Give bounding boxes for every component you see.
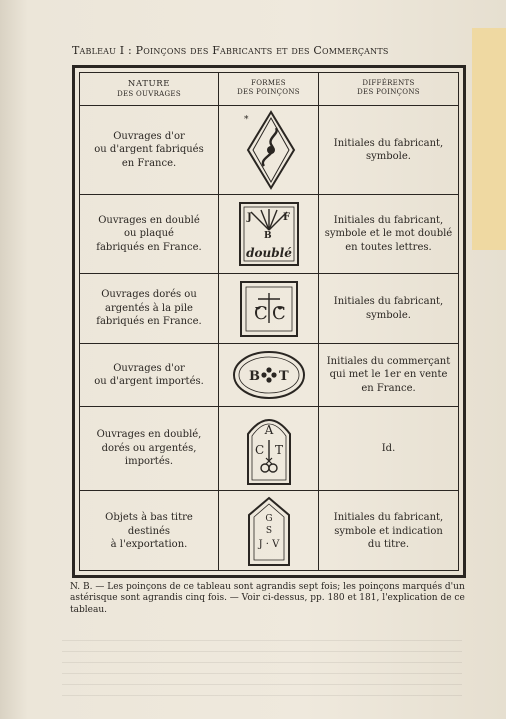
nature-line: ou plaqué — [124, 228, 174, 240]
pentagon-hallmark-icon — [246, 495, 292, 569]
footnote — [70, 582, 468, 616]
differents-line: Initiales du fabricant, — [333, 512, 444, 524]
differents-line: symbole. — [366, 151, 411, 162]
nature-cell-6 — [80, 491, 218, 572]
nature-line: ou d'argent importés. — [94, 376, 204, 387]
nature-line: en France. — [121, 157, 177, 169]
letters-jv: J · V — [258, 538, 279, 550]
letter-s: S — [265, 525, 272, 536]
letter-g: G — [264, 513, 273, 524]
table-title: Tableau I : Poinçons des Fabricants et des Commerçants — [72, 44, 389, 57]
letter-c-left: C — [253, 302, 268, 324]
nature-line: à l'exportation. — [110, 539, 188, 551]
differents-cell-5 — [319, 407, 458, 490]
differents-line: Initiales du commerçant — [326, 355, 451, 367]
letter-j: J — [246, 212, 252, 223]
nature-cell-3 — [80, 274, 218, 343]
nature-line: destinés — [127, 525, 171, 537]
differents-cell-3 — [319, 274, 458, 343]
poincons-table — [72, 65, 466, 578]
lozenge-hallmark-icon — [234, 108, 304, 192]
letter-b: B — [263, 231, 272, 241]
nature-cell-1 — [80, 106, 218, 194]
poincon-cell-6 — [219, 491, 318, 572]
poincon-cell-1 — [219, 106, 318, 194]
differents-line: qui met le 1er en vente — [329, 369, 448, 381]
page-tab-strip — [472, 28, 506, 250]
nature-cell-5 — [80, 407, 218, 490]
nature-line: Ouvrages en doublé, — [96, 429, 202, 441]
nature-cell-4 — [80, 344, 218, 406]
nature-line: Ouvrages en doublé — [98, 214, 200, 226]
arch-hallmark-icon — [244, 410, 294, 488]
poincon-cell-4 — [219, 344, 318, 406]
poincon-cell-5 — [219, 407, 318, 490]
differents-cell-1 — [319, 106, 458, 194]
differents-cell-6 — [319, 491, 458, 572]
nature-cell-2 — [80, 195, 218, 273]
differents-line: symbole et indication — [334, 525, 443, 537]
nature-line: Ouvrages d'or — [113, 130, 185, 142]
nature-line: dorés ou argentés, — [101, 442, 197, 454]
poincon-cell-3 — [219, 274, 318, 343]
differents-cell-4 — [319, 344, 458, 406]
header-differents-line2: DES POINÇONS — [357, 87, 420, 96]
square-hallmark-icon — [238, 279, 300, 339]
differents-line: Initiales du fabricant, — [333, 296, 444, 307]
header-formes-line1: FORMES — [251, 79, 286, 87]
differents-line: en France. — [361, 382, 416, 394]
letter-a: A — [264, 422, 273, 437]
nature-line: ou d'argent fabriqués — [94, 144, 204, 156]
footnote-text: N. B. — Les poinçons de ce tableau sont agrandis sept fois; les poinçons marqués d'un astérisque sont agrandis cinq fois. — Voir ci-dessus, pp. 180 et 181, l'explication de ce tableau. — [70, 582, 465, 615]
header-formes-line2: DES POINÇONS — [237, 87, 300, 96]
letter-t: T — [278, 369, 289, 384]
differents-line: Id. — [381, 442, 396, 454]
differents-cell-2 — [319, 195, 458, 273]
header-nature-line1: NATURE — [127, 79, 171, 89]
differents-line: Initiales du fabricant, — [333, 214, 444, 226]
letter-f: F — [282, 212, 290, 223]
differents-line: symbole et le mot doublé — [324, 228, 453, 240]
letter-t: T — [274, 442, 283, 457]
nature-line: importés. — [124, 456, 174, 468]
nature-line: fabriqués en France. — [96, 241, 202, 253]
header-differents-line1: DIFFÉRENTS — [362, 79, 415, 87]
letter-b: B — [248, 369, 260, 384]
differents-line: symbole. — [366, 309, 411, 321]
letter-c-right: C — [271, 302, 286, 324]
header-nature-line2: DES OUVRAGES — [117, 89, 181, 98]
nature-line: Ouvrages dorés ou — [101, 289, 197, 301]
nature-line: fabriqués en France. — [96, 316, 202, 328]
differents-line: du titre. — [367, 539, 410, 551]
differents-line: en toutes lettres. — [345, 241, 432, 253]
poincon-cell-2 — [219, 195, 318, 273]
nature-line: Ouvrages d'or — [113, 362, 185, 374]
double-hallmark-icon — [237, 200, 301, 268]
nature-line: Objets à bas titre — [105, 512, 193, 524]
show-through-text — [62, 640, 462, 700]
double-word: doublé — [245, 246, 292, 260]
oval-hallmark-icon — [231, 349, 307, 401]
asterisk-note: * — [243, 115, 248, 125]
nature-line: argentés à la pile — [105, 302, 193, 314]
differents-line: Initiales du fabricant, — [333, 137, 444, 149]
table-inner — [79, 72, 459, 571]
letter-c: C — [254, 442, 264, 457]
